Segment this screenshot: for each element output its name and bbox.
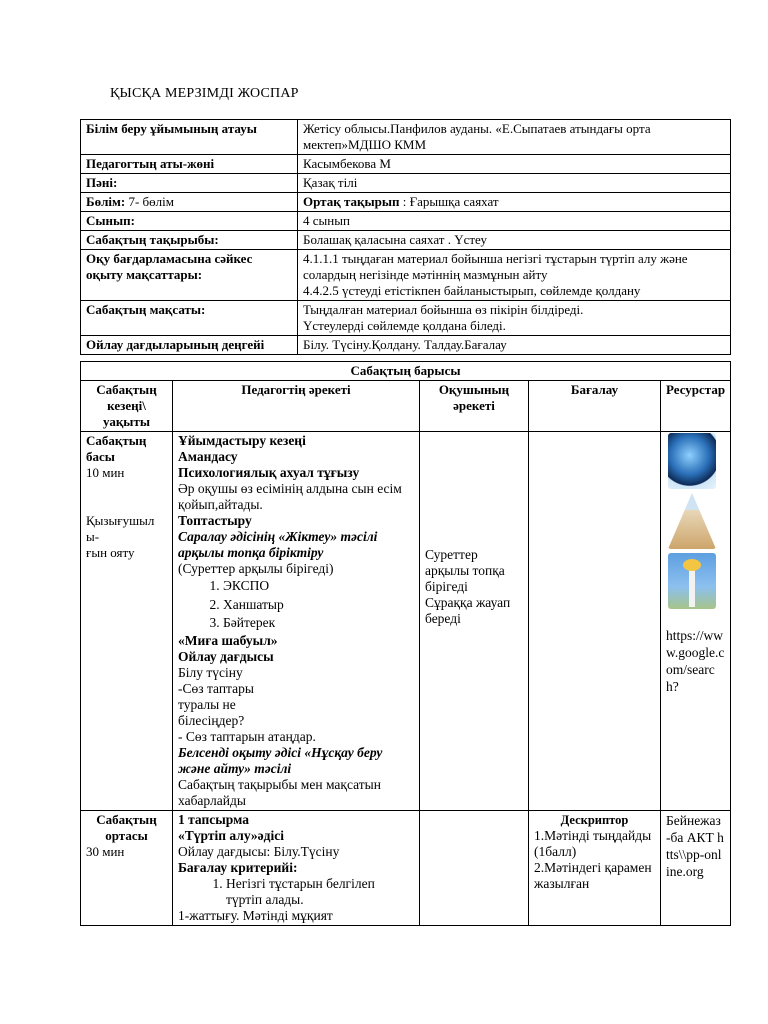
stage-note-1: Қызығушыл bbox=[86, 513, 155, 528]
section-cell bbox=[81, 193, 298, 212]
org-label: Білім беру ұйымының атауы bbox=[81, 120, 298, 155]
student-activity-middle bbox=[420, 810, 529, 925]
info-row-subject bbox=[81, 174, 731, 193]
teacher-activity-beginning bbox=[173, 432, 420, 811]
descriptor-1: 1.Мәтінді тыңдайды (1балл) bbox=[534, 827, 652, 859]
goal-2: 4.4.2.5 үстеуді етістікпен байланыстырып, сөйлемде қолдану bbox=[303, 283, 641, 298]
greeting: Амандасу bbox=[178, 449, 238, 464]
info-row-aim bbox=[81, 301, 731, 336]
question-line-1: -Сөз таптары bbox=[178, 680, 254, 696]
group-item: 1. ЭКСПО bbox=[223, 577, 414, 596]
stage-note-2: ы- bbox=[86, 529, 100, 544]
subject-value: Қазақ тілі bbox=[298, 174, 731, 193]
info-row-lesson-topic bbox=[81, 231, 731, 250]
resource-link[interactable]: https://www.google.com/search? bbox=[666, 628, 725, 694]
info-row-teacher bbox=[81, 155, 731, 174]
student-action-1: Суреттер арқылы топқа бірігеді bbox=[425, 547, 505, 594]
question-line-3: білесіңдер? bbox=[178, 712, 245, 728]
group-item: 3. Бәйтерек bbox=[223, 614, 414, 633]
task-1-method: «Түртіп алу»әдісі bbox=[178, 827, 284, 843]
question-line-4: - Сөз таптарын атаңдар. bbox=[178, 728, 316, 744]
lesson-header-row bbox=[81, 381, 731, 432]
psych-climate: Психологиялық ахуал тұғызу bbox=[178, 465, 360, 480]
teacher-value: Касымбекова М bbox=[298, 155, 731, 174]
document-title: ҚЫСҚА МЕРЗІМДІ ЖОСПАР bbox=[110, 86, 299, 101]
lesson-row-middle bbox=[81, 810, 731, 925]
goals-value bbox=[298, 250, 731, 301]
teacher-activity-middle bbox=[173, 810, 420, 925]
expo-sphere-image bbox=[668, 433, 716, 489]
resources-middle bbox=[661, 810, 731, 925]
descriptor-title: Дескриптор bbox=[560, 812, 629, 827]
section-value: 7- бөлім bbox=[125, 194, 174, 209]
info-row-section bbox=[81, 193, 731, 212]
class-value: 4 сынып bbox=[298, 212, 731, 231]
info-row-class bbox=[81, 212, 731, 231]
stage-middle-title: Сабақтың ортасы bbox=[96, 811, 157, 843]
lesson-table bbox=[80, 361, 731, 926]
psych-climate-desc: Әр оқушы өз есімінің алдына сын есім қойып,айтады. bbox=[178, 481, 402, 512]
org-value bbox=[298, 120, 731, 155]
baiterek-image bbox=[668, 553, 716, 609]
class-label: Сынып: bbox=[81, 212, 298, 231]
aim-1: Тыңдалған материал бойынша өз пікірін білдіреді. bbox=[303, 302, 584, 317]
header-stage: Сабақтың кезеңі\ уақыты bbox=[81, 381, 173, 432]
goals-label: Оқу бағдарламасына сәйкес оқыту мақсаттары: bbox=[81, 250, 298, 301]
header-student: Оқушының әрекеті bbox=[420, 381, 529, 432]
assessment-beginning bbox=[529, 432, 661, 811]
task-1: 1 тапсырма bbox=[178, 811, 249, 827]
goal-1: 4.1.1.1 тыңдаған материал бойынша негізгі тұстарын түртіп алу және солардың негізінде мәтіннің мазмұнын айту bbox=[303, 251, 688, 282]
info-row-organization bbox=[81, 120, 731, 155]
aim-value bbox=[298, 301, 731, 336]
lesson-section-title-row bbox=[81, 362, 731, 381]
announce-topic: Сабақтың тақырыбы мен мақсатын хабарлайды bbox=[178, 776, 381, 808]
org-stage: Ұйымдастыру кезеңі bbox=[178, 433, 306, 448]
thinking-skill: Ойлау дағдысы bbox=[178, 648, 274, 664]
grouping-note: (Суреттер арқылы бірігеді) bbox=[178, 561, 334, 576]
stage-middle-time: 30 мин bbox=[86, 843, 125, 859]
knowledge-level: Білу түсіну bbox=[178, 664, 243, 680]
header-teacher: Педагогтің әрекеті bbox=[173, 381, 420, 432]
lesson-row-beginning bbox=[81, 432, 731, 811]
org-value-line-1: Жетісу облысы.Панфилов ауданы. «Е.Сыпатаев атындағы орта bbox=[303, 121, 651, 136]
common-topic-cell bbox=[298, 193, 731, 212]
subject-label: Пәні: bbox=[81, 174, 298, 193]
stage-beginning-time: 10 мин bbox=[86, 465, 125, 480]
teacher-label: Педагогтың аты-жөні bbox=[81, 155, 298, 174]
student-activity-beginning bbox=[420, 432, 529, 811]
header-resources: Ресурстар bbox=[661, 381, 731, 432]
thinking-value: Білу. Түсіну.Қолдану. Талдау.Бағалау bbox=[298, 336, 731, 355]
stage-middle bbox=[81, 810, 173, 925]
assessment-middle bbox=[529, 810, 661, 925]
stage-note-3: ғын ояту bbox=[86, 545, 135, 560]
stage-beginning bbox=[81, 432, 173, 811]
lesson-section-title: Сабақтың барысы bbox=[81, 362, 731, 381]
exercise-1: 1-жаттығу. Мәтінді мұқият bbox=[178, 907, 333, 923]
aim-label: Сабақтың мақсаты: bbox=[81, 301, 298, 336]
khan-shatyr-image bbox=[668, 493, 716, 549]
lesson-topic-value: Болашақ қаласына саяхат . Үстеу bbox=[298, 231, 731, 250]
brainstorm: «Миға шабуыл» bbox=[178, 632, 278, 648]
info-table bbox=[80, 119, 731, 355]
assessment-criteria: Бағалау критерийі: bbox=[178, 859, 298, 875]
grouping: Топтастыру bbox=[178, 513, 252, 528]
aim-2: Үстеулерді сөйлемде қолдана біледі. bbox=[303, 318, 506, 333]
resources-beginning bbox=[661, 432, 731, 811]
criteria-item: 1. Негізгі тұстарын белгілеп түртіп алады. bbox=[226, 876, 414, 908]
grouping-method: Саралау әдісінің «Жіктеу» тәсілі арқылы топқа біріктіру bbox=[178, 529, 378, 560]
section-label: Бөлім: bbox=[86, 194, 126, 209]
video-resource: Бейнежаз-ба АКТ htts\\pp-online.org bbox=[666, 812, 724, 879]
common-topic-label: Ортақ тақырып bbox=[303, 194, 400, 209]
org-value-line-2: мектеп»МДШО КММ bbox=[303, 137, 427, 152]
info-row-goals bbox=[81, 250, 731, 301]
question-line-2: туралы не bbox=[178, 696, 236, 712]
student-action-2: Сұраққа жауап береді bbox=[425, 595, 511, 626]
common-topic-value: : Ғарышқа саяхат bbox=[399, 194, 499, 209]
lesson-topic-label: Сабақтың тақырыбы: bbox=[81, 231, 298, 250]
group-item: 2. Ханшатыр bbox=[223, 596, 414, 615]
info-row-thinking bbox=[81, 336, 731, 355]
header-assessment: Бағалау bbox=[529, 381, 661, 432]
active-learning-method: Белсенді оқыту әдісі «Нұсқау беру және айту» тәсілі bbox=[178, 744, 383, 776]
thinking-label: Ойлау дағдыларының деңгейі bbox=[81, 336, 298, 355]
task-1-thinking: Ойлау дағдысы: Білу.Түсіну bbox=[178, 843, 340, 859]
stage-beginning-title: Сабақтың басы bbox=[86, 433, 147, 464]
descriptor-2: 2.Мәтіндегі қарамен жазылған bbox=[534, 859, 652, 891]
